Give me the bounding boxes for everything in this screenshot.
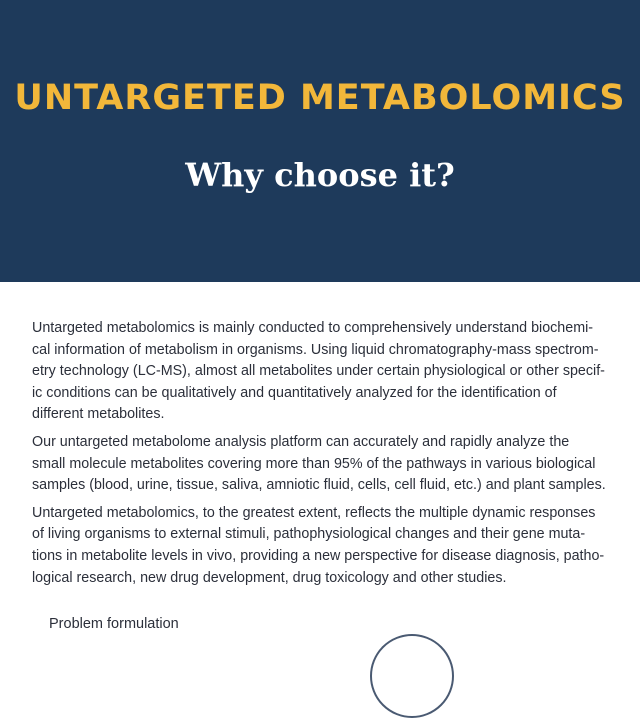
- page-subtitle: Why choose it?: [185, 156, 455, 194]
- paragraph: [32, 503, 622, 589]
- paragraph-line: ic conditions can be qualitatively and quantitatively analyzed for the identification of: [32, 384, 557, 401]
- paragraph-line: small molecule metabolites covering more than 95% of the pathways in various biological: [32, 455, 596, 472]
- paragraph-line: different metabolites.: [32, 406, 165, 423]
- diagram-circle: [370, 634, 454, 718]
- paragraph-line: Our untargeted metabolome analysis platform can accurately and rapidly analyze the: [32, 433, 570, 450]
- paragraph-line: Untargeted metabolomics, to the greatest extent, reflects the multiple dynamic responses: [32, 504, 596, 521]
- paragraph-line: etry technology (LC-MS), almost all metabolites under certain physiological or other specif-: [32, 363, 605, 380]
- section-label: Problem formulation: [49, 616, 179, 632]
- paragraph-line: Untargeted metabolomics is mainly conducted to comprehensively understand biochemi-: [32, 320, 594, 336]
- paragraph: [32, 318, 622, 426]
- page-title: UNTARGETED METABOLOMICS: [14, 78, 626, 118]
- paragraph-line: tions in metabolite levels in vivo, providing a new perspective for disease diagnosis, patho-: [32, 547, 605, 564]
- paragraph-line: cal information of metabolism in organisms. Using liquid chromatography-mass spectrom-: [32, 341, 599, 358]
- paragraph-line: of living organisms to external stimuli, pathophysiological changes and their gene muta-: [32, 526, 586, 543]
- paragraph-line: samples (blood, urine, tissue, saliva, amniotic fluid, cells, cell fluid, etc.) and plant samples.: [32, 477, 606, 494]
- header-banner: [0, 0, 640, 282]
- paragraph: [32, 432, 622, 497]
- paragraph-line: logical research, new drug development, drug toxicology and other studies.: [32, 569, 507, 586]
- body-text: [32, 318, 622, 595]
